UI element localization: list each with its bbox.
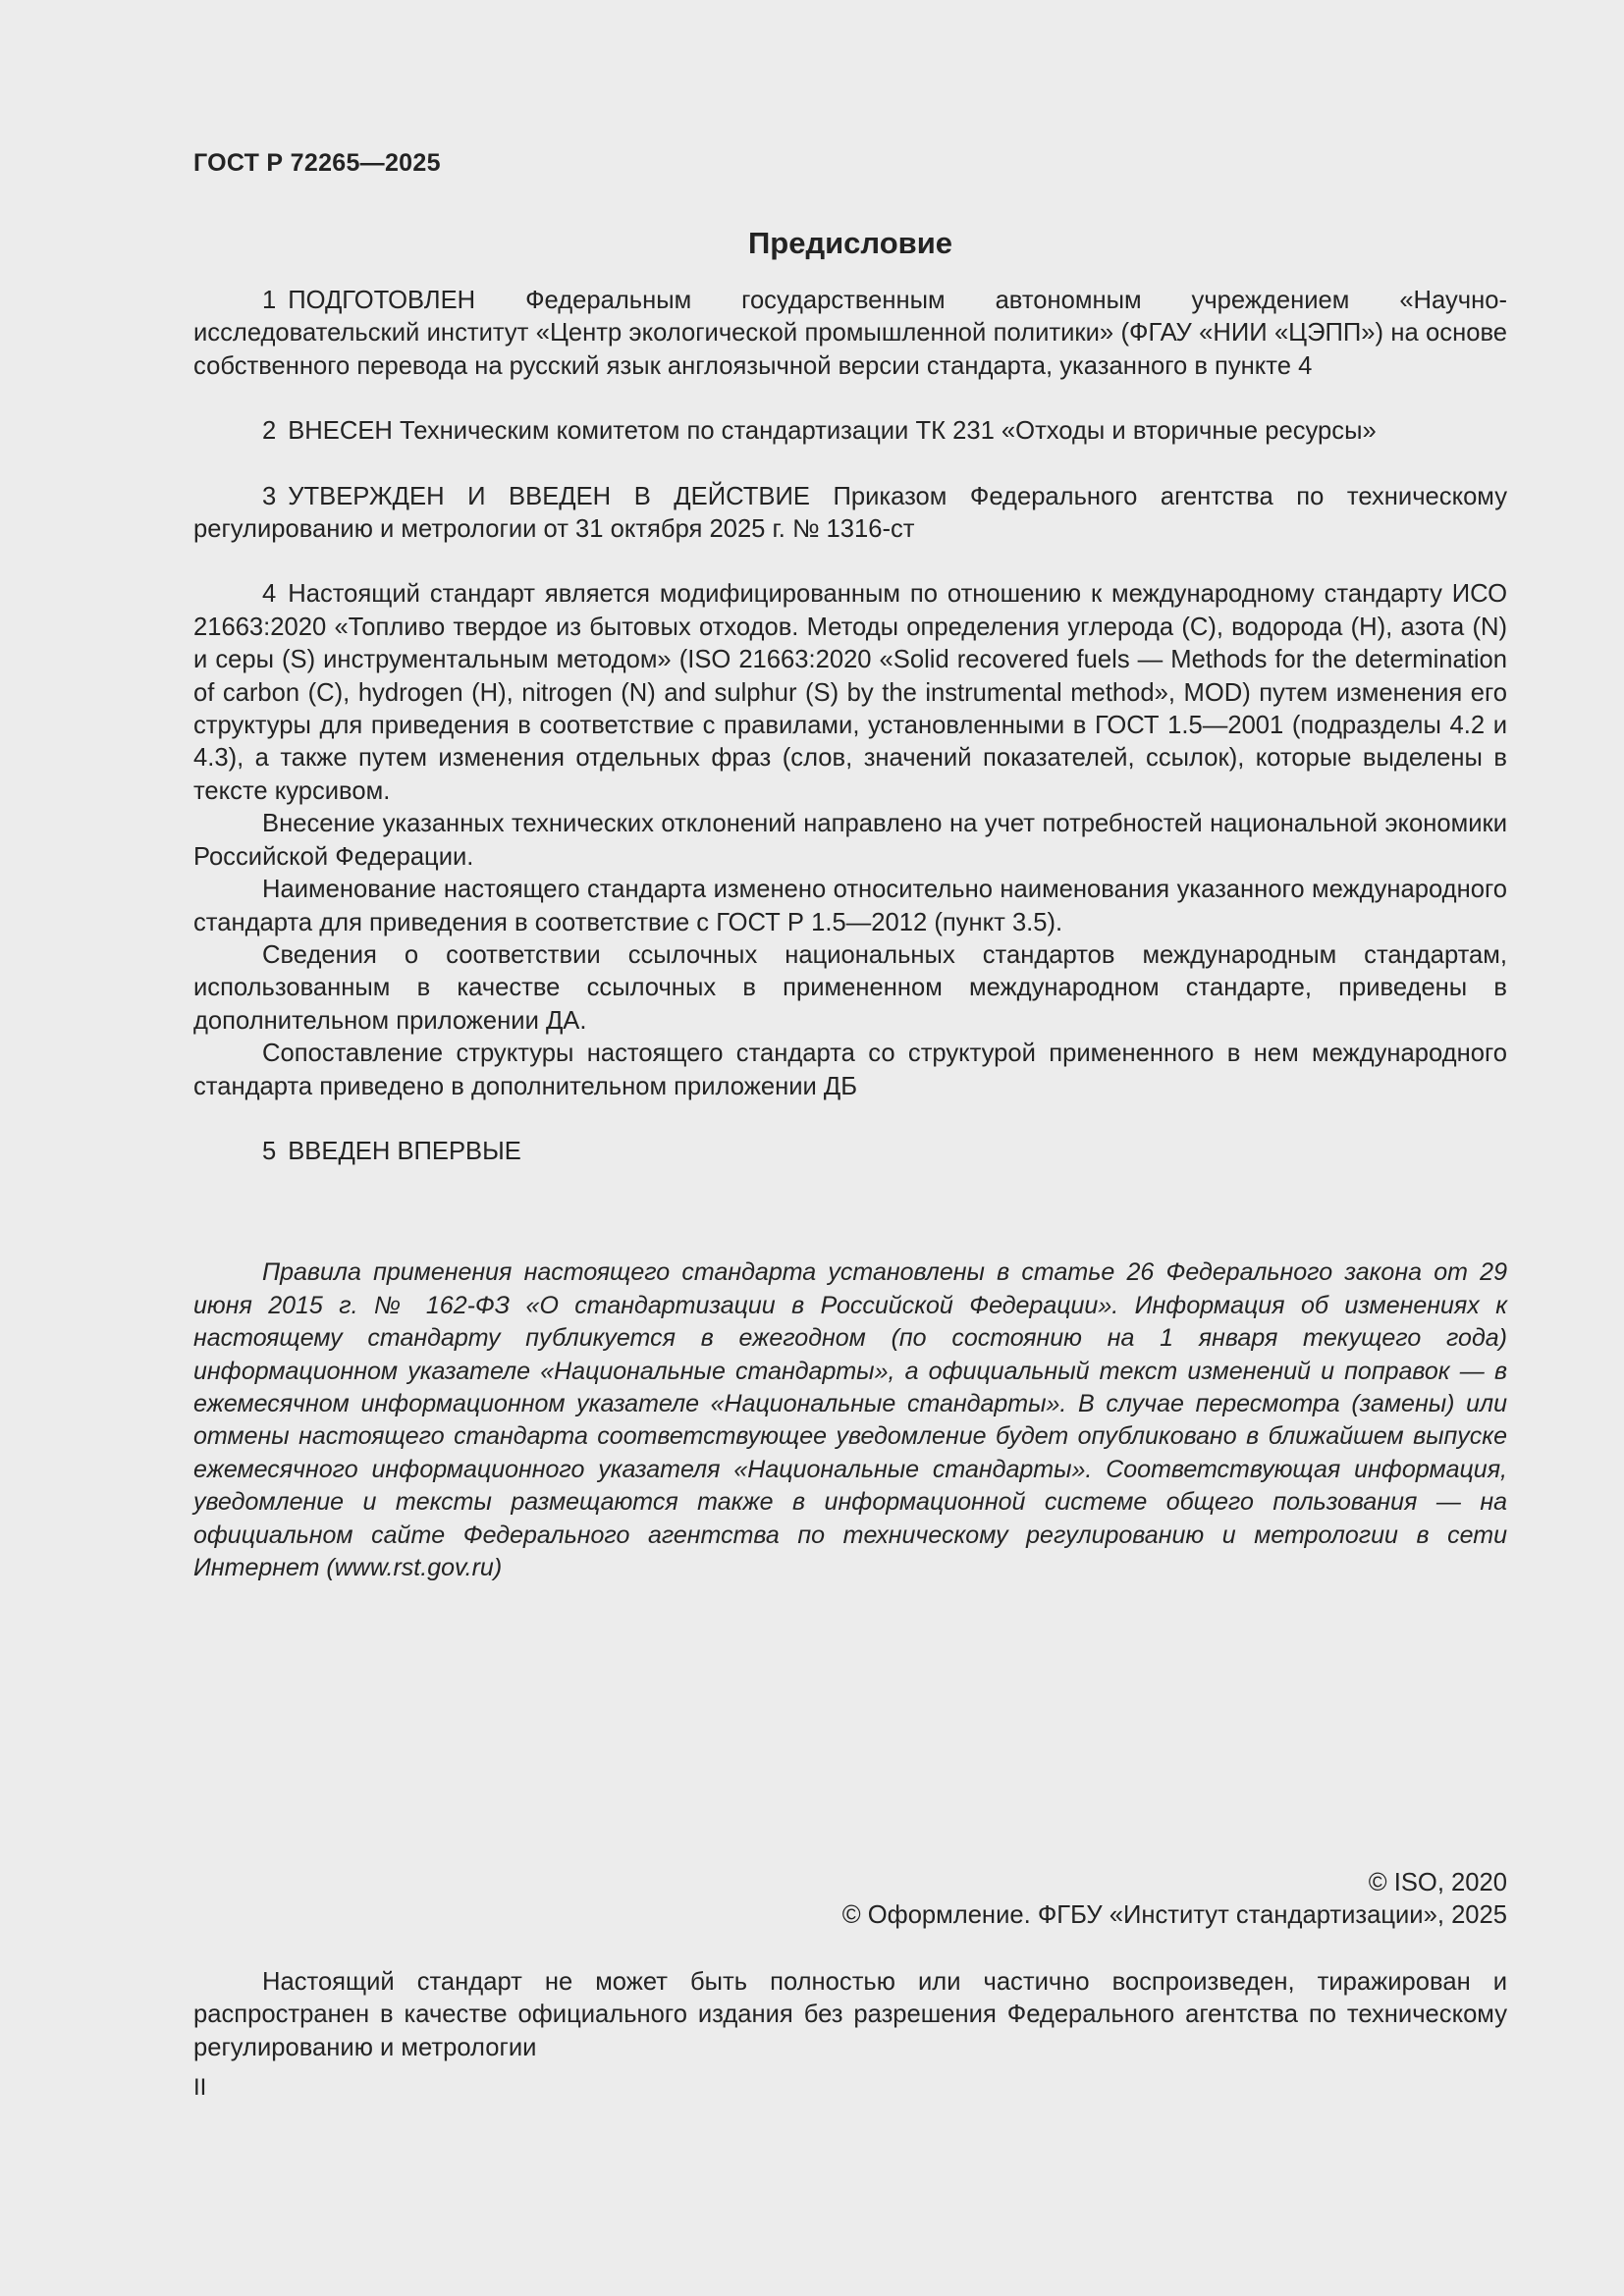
item-text: Настоящий стандарт является модифицированным по отношению к международному стандарту ИСО 21663:2020 «Топливо твердое из бытовых отходов. Методы определения углерода (С), водорода (Н), азота (N) и серы (S) инструментальным методом» (ISO 21663:2020 «Solid recovered fuels — Methods for the determination of carbon (C), hydrogen (H), nitrogen (N) and sulphur (S) by the instrumental method», MOD) путем изменения его структуры для приведения в соответствие с правилами, установленными в ГОСТ 1.5—2001 (подразделы 4.2 и 4.3), а также путем изменения отдельных фраз (слов, значений показателей, ссылок), которые выделены в тексте курсивом.	[193, 580, 1507, 805]
foreword-item-4-paragraph: Наименование настоящего стандарта изменено относительно наименования указанного международного стандарта для приведения в соответствие с ГОСТ Р 1.5—2012 (пункт 3.5).	[193, 876, 1507, 936]
reproduction-notice-text: Настоящий стандарт не может быть полностью или частично воспроизведен, тиражирован и распространен в качестве официального издания без разрешения Федерального агентства по техническому регулированию и метрологии	[193, 1968, 1507, 2061]
item-number: 3	[262, 482, 277, 510]
item-number: 1	[262, 287, 277, 314]
document-page	[193, 0, 1507, 2296]
item-text: УТВЕРЖДЕН И ВВЕДЕН В ДЕЙСТВИЕ Приказом Федерального агентства по техническому регулированию и метрологии от 31 октября 2025 г. № 1316-ст	[193, 482, 1507, 544]
foreword-item-4-paragraph: Сведения о соответствии ссылочных национальных стандартов международным стандартам, использованным в качестве ссылочных в примененном международном стандарте, приведены в дополнительном приложении ДА.	[193, 940, 1507, 1035]
copyright-iso: © ISO, 2020	[1368, 1869, 1507, 1896]
item-text: ПОДГОТОВЛЕН Федеральным государственным автономным учреждением «Научно-исследовательский институт «Центр экологической промышленной политики» (ФГАУ «НИИ «ЦЭПП») на основе собственного перевода на русский язык англоязычной версии стандарта, указанного в пункте 4	[193, 287, 1507, 380]
copyright-block	[193, 1867, 1507, 1933]
foreword-item-2	[193, 415, 1507, 448]
foreword-item-4	[193, 578, 1507, 808]
foreword-item-5	[193, 1136, 1507, 1168]
foreword-item-4-paragraph: Сопоставление структуры настоящего стандарта со структурой примененного в нем международного стандарта приведено в дополнительном приложении ДБ	[193, 1040, 1507, 1100]
document-code: ГОСТ Р 72265—2025	[193, 149, 441, 177]
foreword-item-1	[193, 285, 1507, 383]
section-title: Предисловие	[747, 226, 952, 260]
item-number: 5	[262, 1137, 277, 1165]
copyright-design: © Оформление. ФГБУ «Институт стандартизации», 2025	[841, 1901, 1507, 1930]
item-number: 4	[262, 580, 277, 609]
item-number: 2	[262, 417, 277, 446]
page-number: II	[193, 2074, 207, 2101]
foreword-body	[193, 285, 1507, 1584]
item-text: ВНЕСЕН Техническим комитетом по стандартизации ТК 231 «Отходы и вторичные ресурсы»	[288, 417, 1377, 446]
foreword-item-3	[193, 481, 1507, 547]
reproduction-notice	[193, 1966, 1507, 2064]
item-text: ВВЕДЕН ВПЕРВЫЕ	[288, 1137, 521, 1165]
foreword-item-4-paragraph: Внесение указанных технических отклонений направлено на учет потребностей национальной экономики Российской Федерации.	[193, 810, 1507, 871]
application-rules-notice: Правила применения настоящего стандарта установлены в статье 26 Федерального закона от 29 июня 2015 г. № 162-ФЗ «О стандартизации в Российской Федерации». Информация об изменениях к настоящему стандарту публикуется в ежегодном (по состоянию на 1 января текущего года) информационном указателе «Национальные стандарты», а официальный текст изменений и поправок — в ежемесячном информационном указателе «Национальные стандарты». В случае пересмотра (замены) или отмены настоящего стандарта соответствующее уведомление будет опубликовано в ближайшем выпуске ежемесячного информационного указателя «Национальные стандарты». Соответствующая информация, уведомление и тексты размещаются также в информационной системе общего пользования — на официальном сайте Федерального агентства по техническому регулированию и метрологии в сети Интернет (www.rst.gov.ru)	[193, 1258, 1507, 1581]
